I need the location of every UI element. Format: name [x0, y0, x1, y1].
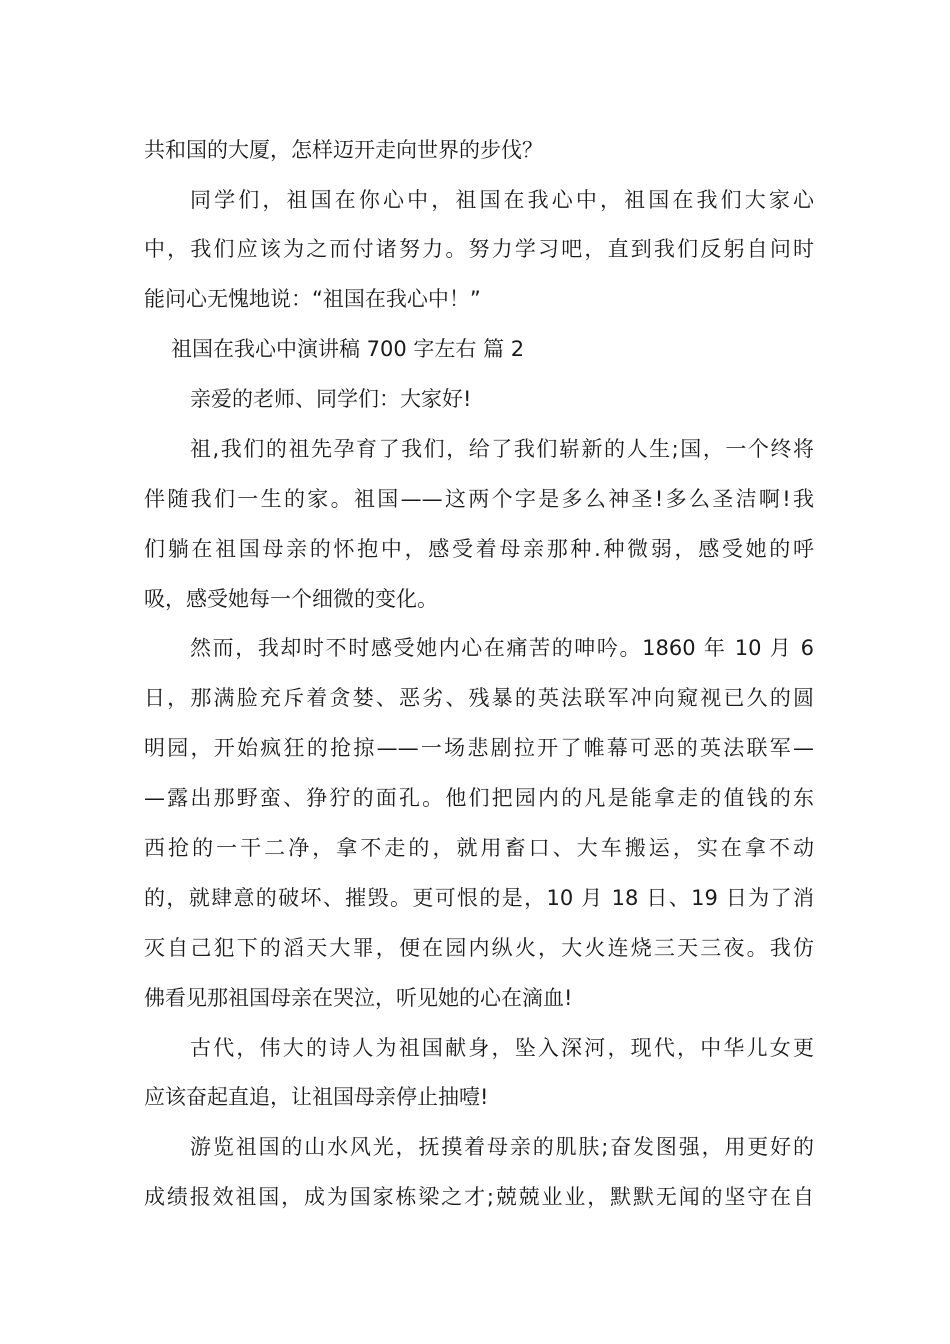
text-line-20: 应该奋起直追，让祖国母亲停止抽噎! — [144, 1085, 489, 1109]
text-line-3: 中，我们应该为之而付诸努力。努力学习吧，直到我们反躬自问时 — [144, 237, 814, 261]
text-line-11: 然而，我却时不时感受她内心在痛苦的呻吟。1860 年 10 月 6 — [190, 636, 814, 660]
text-line-13: 明园，开始疯狂的抢掠——一场悲剧拉开了帷幕可恶的英法联军— — [144, 736, 814, 760]
text-line-12: 日，那满脸充斥着贪婪、恶劣、残暴的英法联军冲向窥视已久的圆 — [144, 686, 814, 710]
text-line-1: 共和国的大厦，怎样迈开走向世界的步伐？ — [144, 138, 543, 162]
section-heading: 祖国在我心中演讲稿 700 字左右 篇 2 — [171, 337, 525, 361]
text-line-17: 灭自己犯下的滔天大罪，便在园内纵火，大火连烧三天三夜。我仿 — [144, 936, 814, 960]
text-line-18: 佛看见那祖国母亲在哭泣，听见她的心在滴血! — [144, 986, 573, 1010]
text-line-10: 吸，感受她每一个细微的变化。 — [144, 587, 438, 611]
text-line-21: 游览祖国的山水风光，抚摸着母亲的肌肤;奋发图强，用更好的 — [190, 1135, 814, 1159]
text-line-22: 成绩报效祖国，成为国家栋梁之才;兢兢业业，默默无闻的坚守在自 — [144, 1185, 814, 1209]
text-line-16: 的，就肆意的破坏、摧毁。更可恨的是，10 月 18 日、19 日为了消 — [144, 886, 814, 910]
text-line-19: 古代，伟大的诗人为祖国献身，坠入深河，现代，中华儿女更 — [190, 1036, 814, 1060]
text-line-7: 祖,我们的祖先孕育了我们，给了我们崭新的人生;国，一个终将 — [190, 437, 814, 461]
text-line-4: 能问心无愧地说：“祖国在我心中！” — [144, 287, 481, 311]
text-line-15: 西抢的一干二净，拿不走的，就用畜口、大车搬运，实在拿不动 — [144, 836, 814, 860]
salutation-line: 亲爱的老师、同学们：大家好! — [190, 387, 472, 411]
text-line-8: 伴随我们一生的家。祖国——这两个字是多么神圣!多么圣洁啊!我 — [144, 487, 814, 511]
text-line-2: 同学们，祖国在你心中，祖国在我心中，祖国在我们大家心 — [190, 188, 814, 212]
text-line-9: 们躺在祖国母亲的怀抱中，感受着母亲那种.种微弱，感受她的呼 — [144, 537, 814, 561]
text-line-14: —露出那野蛮、狰狞的面孔。他们把园内的凡是能拿走的值钱的东 — [144, 786, 814, 810]
